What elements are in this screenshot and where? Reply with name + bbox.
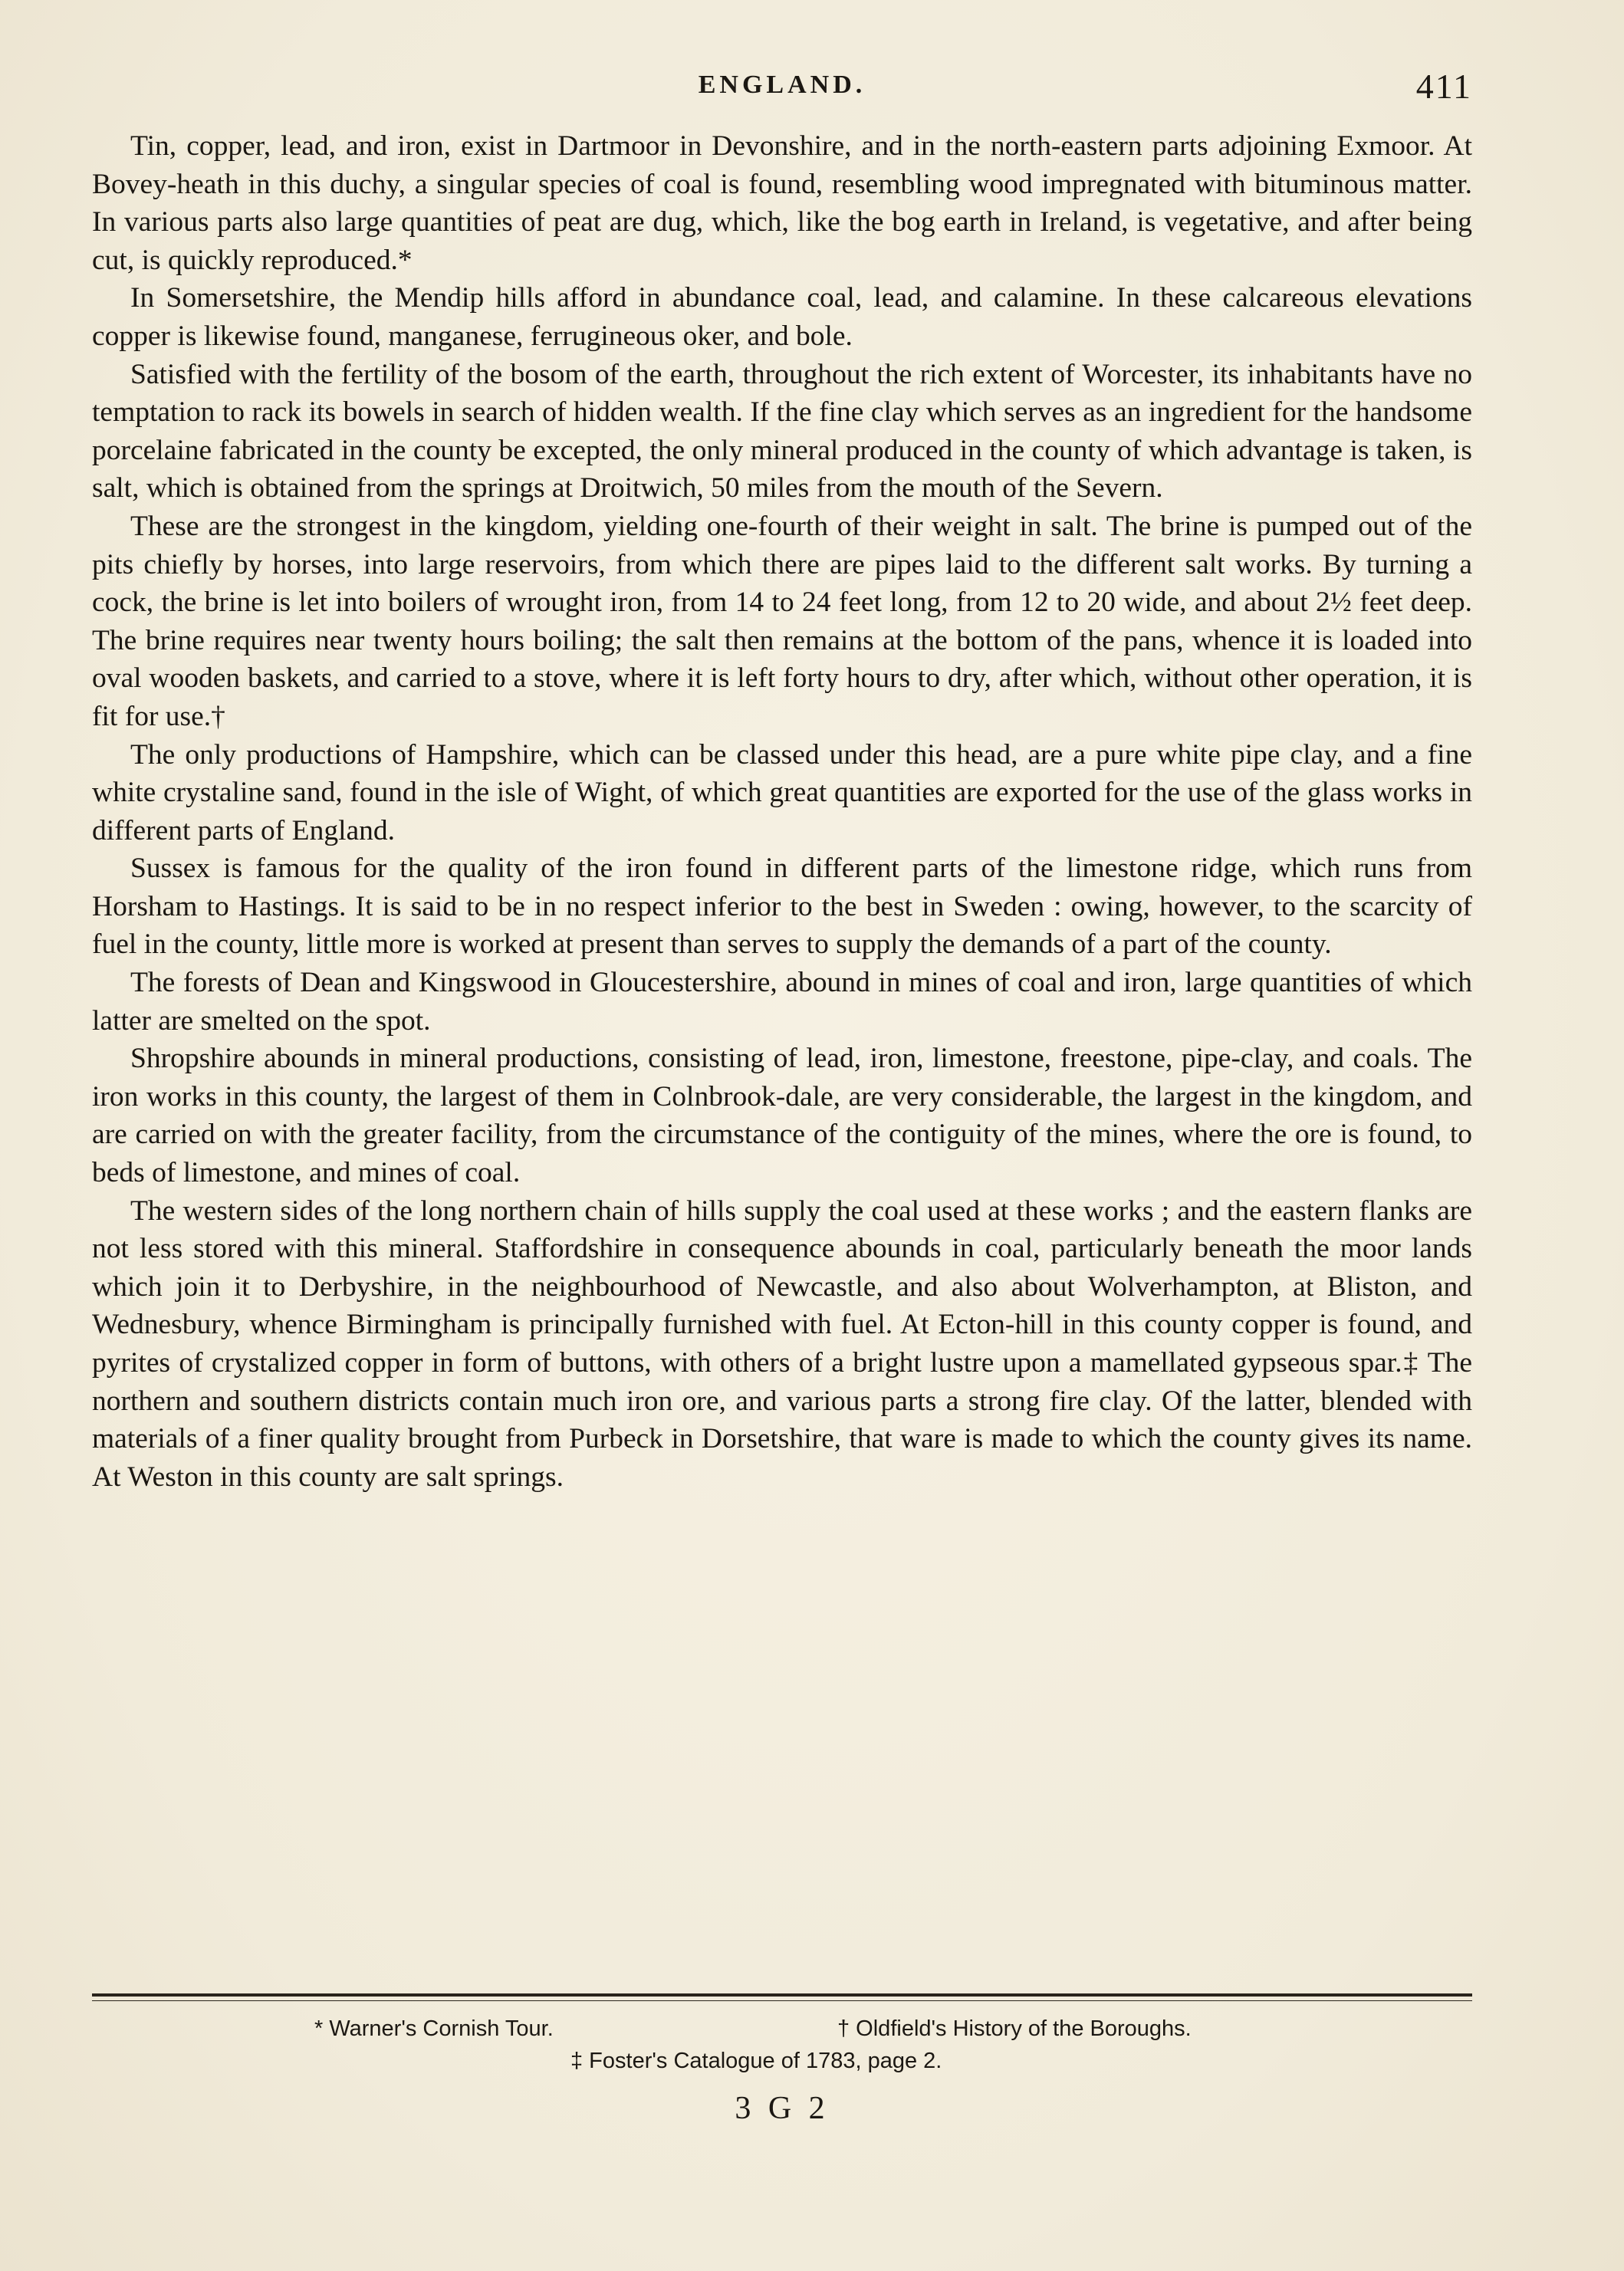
footnote-2: † Oldfield's History of the Boroughs. [837, 2016, 1192, 2041]
paragraph-worcester: Satisfied with the fertility of the bosom of the earth, throughout the rich extent of Worcester, its inhabitants have no temptation to rack its bowels in search of hidden wealth. If the fine clay which serves as an ingredient for the handsome porcelaine fabricated in the county be excepted, the only mineral produced in the county of which advantage is taken, is salt, which is obtained from the springs at Droitwich, 50 miles from the mouth of the Severn. [92, 358, 1472, 504]
footnote-1: * Warner's Cornish Tour. [314, 2016, 554, 2041]
page-number: 411 [1415, 67, 1472, 106]
paragraph-devonshire: Tin, copper, lead, and iron, exist in Dartmoor in Devonshire, and in the north-eastern parts adjoining Exmoor. At Bovey-heath in this duchy, a singular species of coal is found, resembling wood impregnated with bituminous matter. In various parts also large quantities of peat are dug, which, like the bog earth in Ireland, is vegetative, and after being cut, is quickly reproduced.* [92, 130, 1472, 276]
paragraph-droitwich-brine: These are the strongest in the kingdom, yielding one-fourth of their weight in salt. The brine is pumped out of the pits chiefly by horses, into large reservoirs, from which there are pipes laid to the different salt works. By turning a cock, the brine is let into boilers of wrought iron, from 14 to 24 feet long, from 12 to 20 wide, and about 2½ feet deep. The brine requires near twenty hours boiling; the salt then remains at the bottom of the pans, whence it is loaded into oval wooden baskets, and carried to a stove, where it is left forty hours to dry, after which, without other operation, it is fit for use.† [92, 510, 1472, 732]
paragraph-sussex: Sussex is famous for the quality of the iron found in different parts of the limestone ridge, which runs from Horsham to Hastings. It is said to be in no respect inferior to the best in Sweden : owing, however, to the scarcity of fuel in the county, little more is worked at present than serves to supply the demands of a part of the county. [92, 853, 1472, 961]
footnote-rule-thin [92, 2000, 1472, 2001]
footnote-3: ‡ Foster's Catalogue of 1783, page 2. [570, 2049, 942, 2073]
footnote-rule-thick [92, 1993, 1472, 1997]
running-head [92, 67, 1472, 117]
paragraph-somersetshire: In Somersetshire, the Mendip hills afford in abundance coal, lead, and calamine. In these calcareous elevations copper is likewise found, manganese, ferrugineous oker, and bole. [92, 282, 1472, 352]
footnote-rule [92, 1993, 1472, 2001]
paragraph-staffordshire: The western sides of the long northern chain of hills supply the coal used at these works ; and the eastern flanks are not less stored with this mineral. Staffordshire in consequence abounds in coal, particularly beneath the moor lands which join it to Derbyshire, in the neighbourhood of Newcastle, and also about Wolverhampton, at Bliston, and Wednesbury, whence Birmingham is principally furnished with fuel. At Ecton-hill in this county copper is found, and pyrites of crystalized copper in form of buttons, with others of a bright lustre upon a mamellated gypseous spar.‡ The northern and southern districts contain much iron ore, and various parts a strong fire clay. Of the latter, blended with materials of a finer quality brought from Purbeck in Dorsetshire, that ware is made to which the county gives its name. At Weston in this county are salt springs. [92, 1195, 1472, 1493]
paragraph-hampshire: The only productions of Hampshire, which can be classed under this head, are a pure white pipe clay, and a fine white crystaline sand, found in the isle of Wight, of which great quantities are exported for the use of the glass works in different parts of England. [92, 738, 1472, 846]
running-title: ENGLAND. [698, 71, 866, 99]
paragraph-gloucestershire: The forests of Dean and Kingswood in Gloucestershire, abound in mines of coal and iron, large quantities of which latter are smelted on the spot. [92, 967, 1472, 1037]
paragraph-shropshire: Shropshire abounds in mineral productions, consisting of lead, iron, limestone, freestone, pipe-clay, and coals. The iron works in this county, the largest of them in Colnbrook-dale, are very considerable, the largest in the kingdom, and are carried on with the greater facility, from the circumstance of the contiguity of the mines, where the ore is found, to beds of limestone, and mines of coal. [92, 1043, 1472, 1189]
signature-mark: 3 G 2 [735, 2091, 830, 2126]
body-text [92, 127, 1472, 1496]
